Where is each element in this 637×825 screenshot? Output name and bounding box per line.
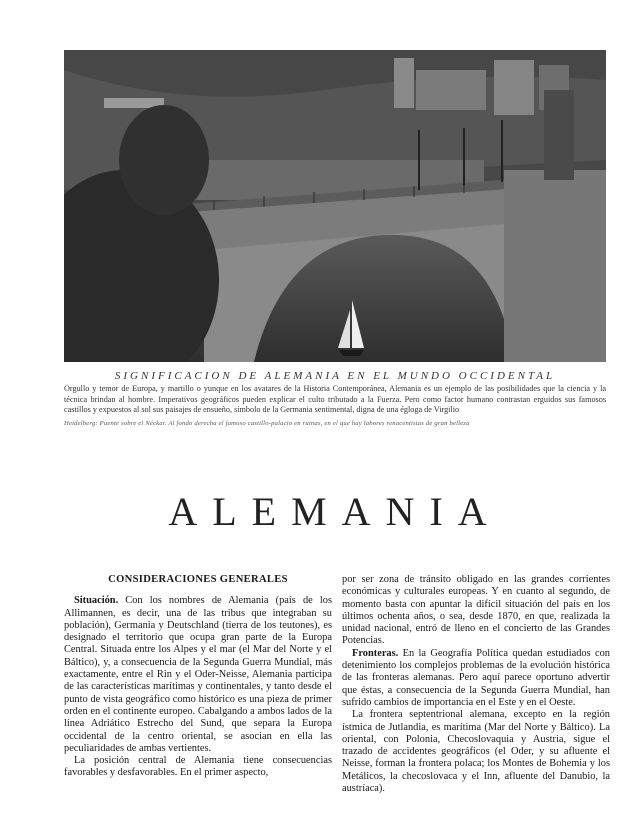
right-column [342,574,610,795]
runin-fronteras: Fronteras. [352,647,399,659]
paragraph: La posición central de Alemania tiene consecuencias favorables y desfavorables. En el primer aspecto, [64,755,332,779]
heidelberg-photo [64,50,606,362]
runin-situacion: Situación. [74,595,119,607]
paragraph-fronteras [342,648,610,709]
section-heading: CONSIDERACIONES GENERALES [108,574,288,585]
photo-caption-text: Orgullo y temor de Europa, y martillo o yunque en los avatares de la Historia Contemporánea, Alemania es un ejemplo de las posibilidades que la ciencia y la técnica brindan al hombre. Imperativos geográficos pueden explicar el culto tributado a la Fuerza. Pero como factor humano contrastan erguidos sus famosos castillos y expuestos al sol sus paisajes de ensueño, símbolo de la Germania sentimental, digna de una égloga de Virgilio [64,384,606,414]
paragraph-text: Con los nombres de Alemania (país de los Allimannen, es decir, una de las tribus que integraban su población), Germania y Deutschland (tierra de los teutones), es designado el territorio que ocupa gran parte de la Europa Central. Situada entre los Alpes y el mar (el Mar del Norte y el Báltico), y, a consecuencia de la Segunda Guerra Mundial, más exactamente, entre el Rin y el Oder-Neisse, Alemania participa de las características marítimas y continentales, y tanto desde el punto de vista geográfico como histórico es una pieza de primer orden en el continente europeo. Cabalgando a ambos lados de la línea Adriático Estrecho del Sund, que separa la Europa occidental de la centro oriental, se asocian en ella las peculiaridades de ambas vertientes. [64,595,332,754]
photo-caption-title: SIGNIFICACION DE ALEMANIA EN EL MUNDO OCCIDENTAL [114,370,556,382]
paragraph-situacion [64,595,332,755]
paragraph: por ser zona de tránsito obligado en las grandes corrientes económicas y culturales europeas. Y en cuanto al segundo, de momento basta con apuntar la difícil situación del país en los últimos ochenta años, o sea, desde 1870, en que, realizada la unidad nacional, entró de lleno en el concierto de las Grandes Potencias. [342,574,610,647]
paragraph-text: En la Geografía Política quedan estudiados con detenimiento los complejos problemas de la evolución histórica de las fronteras alemanas. Pero aquí parece oportuno advertir que éstas, a consecuencia de la Segunda Guerra Mundial, han sufrido cambios de importancia en el Este y en el Oeste. [342,647,610,708]
left-column [64,574,332,780]
page-title: ALEMANIA [168,489,502,534]
paragraph: La frontera septentrional alemana, excepto en la región ístmica de Jutlandia, es marítima (Mar del Norte y Báltico). La oriental, con Polonia, Checoslovaquia y Austria, sigue el trazado de accidentes geográficos (el Oder, y su afluente el Neisse, forman la frontera polaca; los Montes de Bohemia y los Metálicos, la checoslovaca y el Inn, afluente del Danubio, la austríaca). [342,709,610,795]
photo-credit: Heidelberg: Puente sobre el Néckar. Al fondo derecha el famoso castillo-palacio en ruinas, en el que hay labores renacentistas de gran belleza [64,420,470,427]
